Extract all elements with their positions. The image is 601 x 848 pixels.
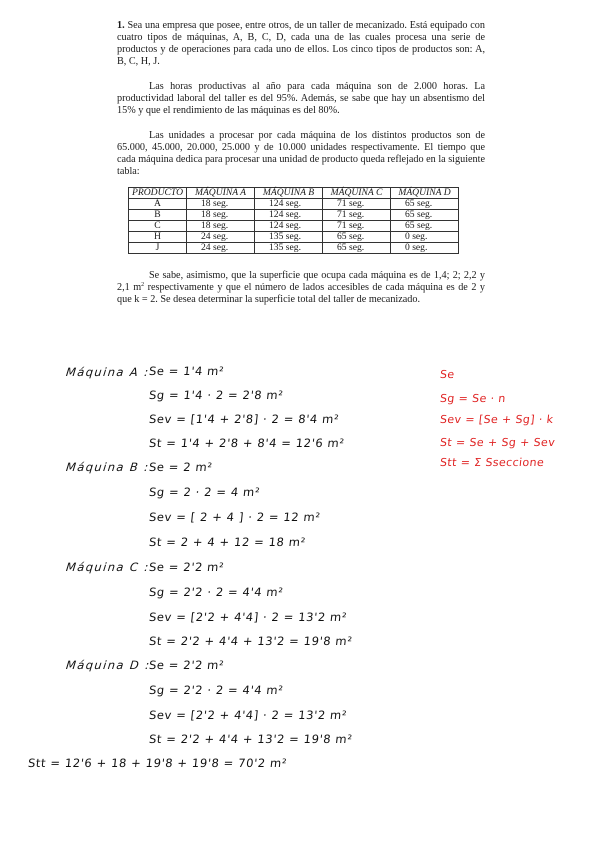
machine-b-line: Sev = [ 2 + 4 ] · 2 = 12 m² bbox=[148, 510, 322, 524]
table-cell: 65 seg. bbox=[391, 210, 459, 221]
machine-a-label: Máquina A : bbox=[65, 365, 151, 379]
superscript-2: 2 bbox=[141, 282, 145, 288]
table-cell: 71 seg. bbox=[323, 210, 391, 221]
paragraph-1 bbox=[117, 20, 485, 68]
table-header: MÁQUINA D bbox=[391, 188, 459, 199]
machine-b-line: Sg = 2 · 2 = 4 m² bbox=[148, 485, 261, 499]
table-row bbox=[129, 221, 459, 232]
formula-note: Sg = Se · n bbox=[439, 392, 507, 405]
times-table bbox=[128, 187, 459, 254]
table-cell: C bbox=[129, 221, 187, 232]
machine-c-line: Se = 2'2 m² bbox=[148, 560, 225, 574]
paragraph-1-text: Sea una empresa que posee, entre otros, de un taller de mecanizado. Está equipado con cuatro tipos de máquinas, A, B, C, D, cada una de las cuales procesa una serie de productos y de operaciones para cada uno de ellos. Los cinco tipos de productos son: A, B, C, H, J. bbox=[117, 20, 485, 67]
machine-a-line: St = 1'4 + 2'8 + 8'4 = 12'6 m² bbox=[148, 436, 346, 450]
table-cell: 65 seg. bbox=[391, 221, 459, 232]
machine-d-line: Se = 2'2 m² bbox=[148, 658, 225, 672]
table-cell: 65 seg. bbox=[391, 199, 459, 210]
table-cell: 24 seg. bbox=[187, 243, 255, 254]
problem-statement bbox=[117, 20, 485, 306]
table-cell: 65 seg. bbox=[323, 232, 391, 243]
table-cell: 71 seg. bbox=[323, 221, 391, 232]
machine-d-label: Máquina D : bbox=[65, 658, 152, 672]
machine-c-line: Sg = 2'2 · 2 = 4'4 m² bbox=[148, 585, 285, 599]
machine-d-line: Sev = [2'2 + 4'4] · 2 = 13'2 m² bbox=[148, 708, 348, 722]
table-row bbox=[129, 210, 459, 221]
table-cell: 135 seg. bbox=[255, 232, 323, 243]
table-cell: 18 seg. bbox=[187, 210, 255, 221]
table-cell: J bbox=[129, 243, 187, 254]
table-cell: 18 seg. bbox=[187, 221, 255, 232]
table-header: MÁQUINA A bbox=[187, 188, 255, 199]
table-cell: 124 seg. bbox=[255, 210, 323, 221]
table-header: MÁQUINA B bbox=[255, 188, 323, 199]
paragraph-2: Las horas productivas al año para cada máquina son de 2.000 horas. La productividad laboral del taller es del 95%. Además, se sabe que hay un absentismo del 15% y que el rendimiento de las máquinas es del 80%. bbox=[117, 81, 485, 116]
problem-number: 1. bbox=[117, 20, 125, 31]
table-cell: 124 seg. bbox=[255, 221, 323, 232]
paragraph-4 bbox=[117, 270, 485, 306]
formula-note: Stt = Σ Sseccione bbox=[439, 456, 545, 469]
machine-d-line: Sg = 2'2 · 2 = 4'4 m² bbox=[148, 683, 285, 697]
table-cell: 135 seg. bbox=[255, 243, 323, 254]
table-cell: 71 seg. bbox=[323, 199, 391, 210]
machine-a-line: Se = 1'4 m² bbox=[148, 364, 225, 378]
paragraph-4-text-rest: respectivamente y que el número de lados accesibles de cada máquina es de 2 y que k = 2. Se desea determinar la superficie total del taller de mecanizado. bbox=[117, 282, 485, 305]
machine-c-label: Máquina C : bbox=[65, 560, 151, 574]
paragraph-3: Las unidades a procesar por cada máquina de los distintos productos son de 65.000, 45.000, 20.000, 25.000 y de 10.000 unidades respectivamente. El tiempo que cada máquina dedica para procesar una unidad de producto queda reflejado en la siguiente tabla: bbox=[117, 130, 485, 177]
formula-note: Se bbox=[439, 368, 456, 381]
table-cell: 18 seg. bbox=[187, 199, 255, 210]
table-cell: 65 seg. bbox=[323, 243, 391, 254]
table-cell: 0 seg. bbox=[391, 243, 459, 254]
machine-c-line: Sev = [2'2 + 4'4] · 2 = 13'2 m² bbox=[148, 610, 348, 624]
machine-a-line: Sev = [1'4 + 2'8] · 2 = 8'4 m² bbox=[148, 412, 340, 426]
table-header-row bbox=[129, 188, 459, 199]
table-row bbox=[129, 232, 459, 243]
table-cell: B bbox=[129, 210, 187, 221]
table-header: MÁQUINA C bbox=[323, 188, 391, 199]
table-row bbox=[129, 199, 459, 210]
machine-b-line: St = 2 + 4 + 12 = 18 m² bbox=[148, 535, 307, 549]
table-row bbox=[129, 243, 459, 254]
machine-b-label: Máquina B : bbox=[65, 460, 151, 474]
paragraph-4-text: Se sabe, asimismo, que la superficie que ocupa cada máquina es de 1,4; 2; 2,2 y 2,1 m bbox=[117, 270, 485, 293]
machine-b-line: Se = 2 m² bbox=[148, 460, 214, 474]
table-cell: H bbox=[129, 232, 187, 243]
machine-d-line: St = 2'2 + 4'4 + 13'2 = 19'8 m² bbox=[148, 732, 354, 746]
table-header: PRODUCTO bbox=[129, 188, 187, 199]
total-surface: Stt = 12'6 + 18 + 19'8 + 19'8 = 70'2 m² bbox=[27, 756, 288, 770]
formula-note: St = Se + Sg + Sev bbox=[439, 436, 556, 449]
table-cell: 24 seg. bbox=[187, 232, 255, 243]
machine-a-line: Sg = 1'4 · 2 = 2'8 m² bbox=[148, 388, 285, 402]
formula-note: Sev = [Se + Sg] · k bbox=[439, 413, 555, 426]
table-cell: A bbox=[129, 199, 187, 210]
machine-c-line: St = 2'2 + 4'4 + 13'2 = 19'8 m² bbox=[148, 634, 354, 648]
table-cell: 0 seg. bbox=[391, 232, 459, 243]
table-cell: 124 seg. bbox=[255, 199, 323, 210]
